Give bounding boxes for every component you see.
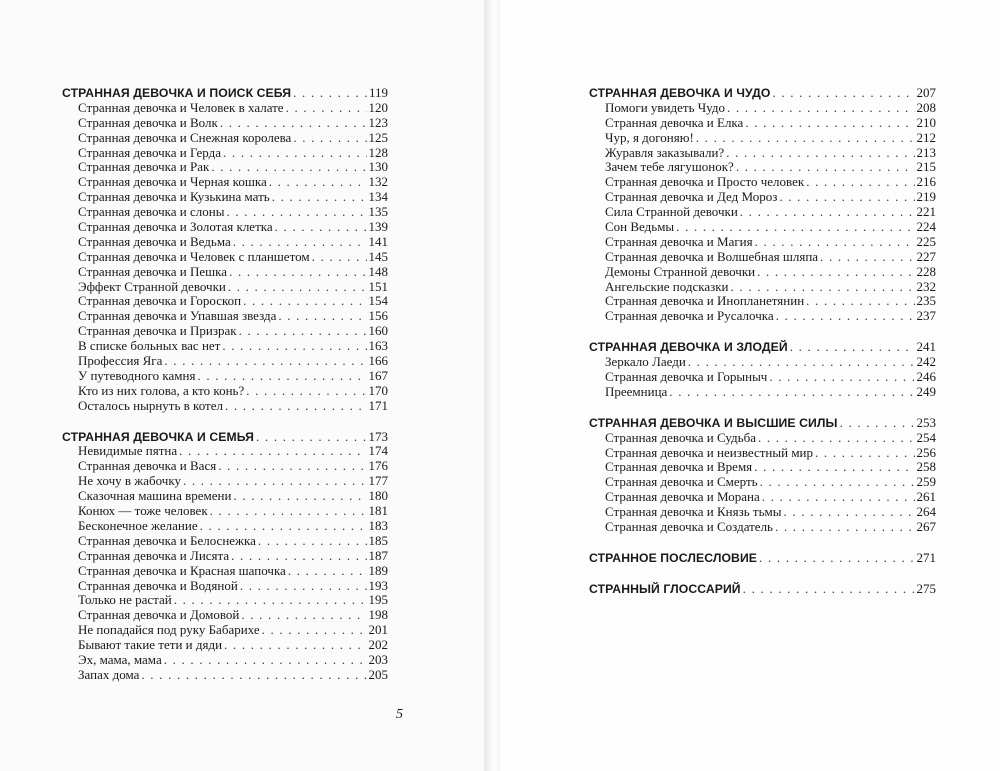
leader-dots [288,564,367,579]
entry-page-number: 189 [368,562,388,578]
entry-title: Странная девочка и Пешка [78,263,228,279]
entry-title: Странная девочка и Человек в халате [78,99,284,115]
leader-dots [211,160,366,175]
entry-page-number: 232 [916,278,936,294]
toc-entry[interactable] [62,160,388,175]
toc-entry[interactable] [62,638,388,653]
entry-title: Странная девочка и Просто человек [605,174,805,190]
entry-page-number: 125 [368,129,388,145]
leader-dots [754,460,914,475]
toc-entry[interactable] [62,339,388,354]
entry-page-number: 242 [916,354,936,370]
toc-section [589,582,936,597]
section-title: СТРАННАЯ ДЕВОЧКА И ВЫСШИЕ СИЛЫ [589,415,838,430]
entry-title: Странная девочка и Призрак [78,323,237,339]
toc-section [589,86,936,324]
leader-dots [669,385,914,400]
leader-dots [293,131,366,146]
entry-page-number: 156 [368,308,388,324]
toc-entry[interactable] [589,205,936,220]
leader-dots [769,370,914,385]
toc-entry[interactable] [62,116,388,131]
entry-page-number: 187 [368,547,388,563]
toc-entry[interactable] [589,146,936,161]
toc-entry[interactable] [62,653,388,668]
toc-entry[interactable] [62,608,388,623]
toc-entry[interactable] [589,370,936,385]
leader-dots [727,101,915,116]
entry-title: Странная девочка и Создатель [605,519,773,535]
entry-title: Странная девочка и Герда [78,144,222,160]
entry-page-number: 261 [916,489,936,505]
entry-page-number: 249 [916,383,936,399]
section-title: СТРАННАЯ ДЕВОЧКА И ПОИСК СЕБЯ [62,86,292,100]
entry-page-number: 185 [368,532,388,548]
entry-page-number: 167 [368,367,388,383]
entry-page-number: 202 [368,637,388,653]
leader-dots [233,489,366,504]
toc-entry[interactable] [62,220,388,235]
entry-page-number: 212 [916,129,936,145]
toc-entry[interactable] [589,520,936,535]
entry-title: Странная девочка и Волшебная шляпа [605,248,819,264]
entry-page-number: 219 [916,189,936,205]
entry-page-number: 205 [368,666,388,682]
leader-dots [246,384,366,399]
toc-entry[interactable] [62,384,388,399]
entry-page-number: 174 [368,443,388,459]
leader-dots [760,475,915,490]
entry-page-number: 203 [368,651,388,667]
toc-entry[interactable] [62,593,388,608]
entry-page-number: 123 [368,114,388,130]
leader-dots [293,86,367,101]
entry-title: Чур, я догоняю! [605,129,694,145]
toc-entry[interactable] [62,444,388,459]
leader-dots [233,235,367,250]
toc-entry[interactable] [62,489,388,504]
entry-page-number: 210 [916,114,936,130]
toc-entry[interactable] [589,175,936,190]
section-page-number: 241 [916,339,936,355]
leader-dots [240,579,367,594]
page-number: 5 [396,707,403,722]
entry-page-number: 151 [368,278,388,294]
entry-title: Преемница [605,383,668,399]
entry-page-number: 141 [368,233,388,249]
toc-entry[interactable] [62,265,388,280]
entry-title: Странная девочка и Магия [605,233,753,249]
leader-dots [776,309,915,324]
entry-page-number: 256 [916,444,936,460]
toc-section-heading[interactable] [589,340,936,355]
entry-title: Странная девочка и Лисята [78,547,230,563]
entry-page-number: 177 [368,473,388,489]
entry-title: Не хочу в жабочку [78,473,181,489]
entry-title: Только не растай [78,592,172,608]
toc-section-heading[interactable] [62,86,388,101]
entry-title: Ангельские подсказки [605,278,729,294]
entry-page-number: 176 [368,458,388,474]
toc-entry[interactable] [589,280,936,295]
entry-title: Странная девочка и Инопланетянин [605,293,805,309]
leader-dots [790,340,915,355]
entry-page-number: 216 [916,174,936,190]
toc-entry[interactable] [62,579,388,594]
toc-entry[interactable] [62,534,388,549]
section-title: СТРАННЫЙ ГЛОССАРИЙ [589,581,741,596]
leader-dots [222,339,366,354]
toc-entry[interactable] [62,280,388,295]
toc-entry[interactable] [62,324,388,339]
leader-dots [225,399,367,414]
toc-entry[interactable] [589,475,936,490]
entry-page-number: 201 [368,622,388,638]
toc-entry[interactable] [62,146,388,161]
entry-page-number: 259 [916,474,936,490]
entry-page-number: 198 [368,607,388,623]
toc-entry[interactable] [62,549,388,564]
entry-title: Бывают такие тети и дяди [78,637,223,653]
leader-dots [840,416,915,431]
leader-dots [164,653,367,668]
entry-page-number: 264 [916,504,936,520]
leader-dots [174,593,367,608]
leader-dots [223,146,366,161]
section-title: СТРАННАЯ ДЕВОЧКА И ЧУДО [589,86,771,100]
leader-dots [757,265,914,280]
toc-entry[interactable] [589,250,936,265]
toc-left-column [62,86,388,683]
entry-title: Странная девочка и Елка [605,114,744,130]
entry-page-number: 215 [916,159,936,175]
leader-dots [762,490,915,505]
entry-title: Не попадайся под руку Бабарихе [78,622,260,638]
toc-entry[interactable] [589,355,936,370]
entry-page-number: 130 [368,159,388,175]
entry-page-number: 170 [368,382,388,398]
entry-page-number: 120 [368,99,388,115]
leader-dots [141,668,366,683]
entry-page-number: 228 [916,263,936,279]
entry-page-number: 246 [916,369,936,385]
entry-title: Странная девочка и Вася [78,458,217,474]
leader-dots [740,205,915,220]
leader-dots [269,175,367,190]
toc-entry[interactable] [62,474,388,489]
entry-page-number: 171 [368,397,388,413]
leader-dots [256,430,366,445]
toc-section [62,86,388,414]
leader-dots [200,519,367,534]
leader-dots [226,205,366,220]
entry-page-number: 183 [368,517,388,533]
leader-dots [278,309,366,324]
entry-title: Странная девочка и Красная шапочка [78,562,286,578]
entry-title: Зеркало Лаеди [605,354,686,370]
leader-dots [726,146,914,161]
leader-dots [745,116,914,131]
entry-title: Странная девочка и неизвестный мир [605,444,814,460]
toc-entry[interactable] [62,190,388,205]
section-page-number: 275 [916,580,936,596]
entry-title: Странная девочка и Гороскоп [78,293,242,309]
toc-entry[interactable] [62,205,388,220]
leader-dots [731,280,915,295]
toc-entry[interactable] [62,235,388,250]
entry-title: Странная девочка и Морана [605,489,760,505]
leader-dots [272,190,367,205]
entry-title: Кто из них голова, а кто конь? [78,382,245,398]
toc-entry[interactable] [62,519,388,534]
entry-title: Запах дома [78,666,140,682]
toc-section [589,340,936,400]
entry-title: Странная девочка и Черная кошка [78,174,267,190]
entry-title: Странная девочка и Дед Мороз [605,189,778,205]
toc-entry[interactable] [589,265,936,280]
entry-title: Странная девочка и Золотая клетка [78,219,273,235]
entry-title: У путеводного камня [78,367,196,383]
entry-title: Странная девочка и Ведьма [78,233,231,249]
entry-page-number: 193 [368,577,388,593]
toc-entry[interactable] [62,623,388,638]
leader-dots [262,623,367,638]
entry-page-number: 221 [916,204,936,220]
toc-entry[interactable] [62,175,388,190]
leader-dots [229,265,366,280]
leader-dots [312,250,367,265]
entry-page-number: 267 [916,519,936,535]
entry-page-number: 254 [916,429,936,445]
entry-title: Сказочная машина времени [78,488,232,504]
toc-entry[interactable] [589,235,936,250]
toc-entry[interactable] [62,250,388,265]
entry-title: Странная девочка и слоны [78,204,225,220]
toc-entry[interactable] [589,490,936,505]
entry-title: Демоны Странной девочки [605,263,756,279]
entry-page-number: 135 [368,204,388,220]
toc-entry[interactable] [589,294,936,309]
toc-entry[interactable] [62,354,388,369]
entry-page-number: 132 [368,174,388,190]
toc-entry[interactable] [589,446,936,461]
entry-page-number: 139 [368,219,388,235]
toc-section-heading[interactable] [589,86,936,101]
leader-dots [218,459,366,474]
toc-entry[interactable] [62,369,388,384]
toc-entry[interactable] [62,504,388,519]
entry-page-number: 227 [916,248,936,264]
leader-dots [688,355,915,370]
leader-dots [183,474,367,489]
entry-title: Странная девочка и Волк [78,114,218,130]
toc-entry[interactable] [589,160,936,175]
leader-dots [239,324,367,339]
section-title: СТРАННОЕ ПОСЛЕСЛОВИЕ [589,550,758,565]
leader-dots [231,549,366,564]
entry-page-number: 145 [368,248,388,264]
entry-page-number: 224 [916,219,936,235]
toc-section-heading[interactable] [589,416,936,431]
leader-dots [806,294,914,309]
toc-entry[interactable] [62,131,388,146]
leader-dots [696,131,915,146]
entry-title: Конюх — тоже человек [78,503,208,519]
leader-dots [806,175,914,190]
entry-page-number: 134 [368,189,388,205]
toc-entry[interactable] [589,220,936,235]
entry-title: Зачем тебе лягушонок? [605,159,734,175]
entry-title: Журавля заказывали? [605,144,725,160]
entry-title: Странная девочка и Рак [78,159,210,175]
entry-page-number: 166 [368,353,388,369]
entry-title: Странная девочка и Время [605,459,753,475]
entry-title: Эх, мама, мама [78,651,162,667]
leader-dots [241,608,366,623]
toc-entry[interactable] [62,309,388,324]
leader-dots [775,520,915,535]
entry-title: Странная девочка и Упавшая звезда [78,308,277,324]
entry-title: В списке больных вас нет [78,338,221,354]
entry-title: Странная девочка и Домовой [78,607,240,623]
entry-title: Эффект Странной девочки [78,278,226,294]
leader-dots [286,101,367,116]
leader-dots [179,444,366,459]
leader-dots [784,505,915,520]
entry-title: Странная девочка и Кузькина мать [78,189,270,205]
leader-dots [743,582,915,597]
toc-entry[interactable] [589,505,936,520]
toc-entry[interactable] [589,385,936,400]
leader-dots [772,86,914,101]
section-page-number: 253 [916,414,936,430]
entry-title: Странная девочка и Князь тьмы [605,504,782,520]
entry-page-number: 225 [916,233,936,249]
section-page-number: 173 [368,428,388,444]
toc-entry[interactable] [589,131,936,146]
entry-page-number: 163 [368,338,388,354]
entry-title: Сила Странной девочки [605,204,738,220]
entry-page-number: 128 [368,144,388,160]
toc-entry[interactable] [589,460,936,475]
toc-section-heading[interactable] [589,551,936,566]
entry-page-number: 237 [916,308,936,324]
toc-section-heading[interactable] [589,582,936,597]
entry-page-number: 208 [916,99,936,115]
section-title: СТРАННАЯ ДЕВОЧКА И СЕМЬЯ [62,429,255,444]
entry-page-number: 160 [368,323,388,339]
leader-dots [197,369,366,384]
toc-entry[interactable] [62,668,388,683]
leader-dots [815,446,914,461]
toc-entry[interactable] [62,399,388,414]
entry-title: Странная девочка и Судьба [605,429,756,445]
leader-dots [164,354,366,369]
entry-page-number: 180 [368,488,388,504]
entry-title: Странная девочка и Смерть [605,474,758,490]
toc-right-column [589,86,936,597]
entry-title: Невидимые пятна [78,443,178,459]
toc-entry[interactable] [589,101,936,116]
entry-page-number: 148 [368,263,388,279]
entry-title: Странная девочка и Горыныч [605,369,768,385]
entry-title: Странная девочка и Белоснежка [78,532,256,548]
leader-dots [220,116,367,131]
entry-title: Странная девочка и Снежная королева [78,129,292,145]
leader-dots [258,534,367,549]
leader-dots [275,220,367,235]
toc-entry[interactable] [62,294,388,309]
leader-dots [779,190,914,205]
entry-page-number: 258 [916,459,936,475]
section-page-number: 207 [916,85,936,100]
entry-title: Профессия Яга [78,353,163,369]
leader-dots [243,294,366,309]
leader-dots [820,250,914,265]
toc-entry[interactable] [62,101,388,116]
entry-title: Странная девочка и Человек с планшетом [78,248,310,264]
entry-title: Странная девочка и Русалочка [605,308,774,324]
leader-dots [228,280,367,295]
toc-entry[interactable] [589,116,936,131]
entry-title: Осталось нырнуть в котел [78,397,223,413]
toc-section [589,551,936,566]
toc-entry[interactable] [62,459,388,474]
leader-dots [758,431,915,446]
entry-page-number: 235 [916,293,936,309]
section-page-number: 271 [916,549,936,565]
entry-page-number: 213 [916,144,936,160]
toc-section-heading[interactable] [62,430,388,445]
toc-section [62,430,388,683]
leader-dots [755,235,915,250]
toc-entry[interactable] [589,431,936,446]
leader-dots [224,638,366,653]
toc-entry[interactable] [589,190,936,205]
leader-dots [210,504,367,519]
toc-entry[interactable] [62,564,388,579]
entry-page-number: 154 [368,293,388,309]
entry-page-number: 195 [368,592,388,608]
section-page-number: 119 [368,85,388,100]
section-title: СТРАННАЯ ДЕВОЧКА И ЗЛОДЕЙ [589,340,788,355]
leader-dots [759,551,914,566]
entry-title: Бесконечное желание [78,517,198,533]
toc-section [589,416,936,535]
entry-title: Сон Ведьмы [605,219,675,235]
entry-page-number: 181 [368,503,388,519]
entry-title: Помоги увидеть Чудо [605,99,725,115]
leader-dots [676,220,914,235]
leader-dots [736,160,915,175]
entry-title: Странная девочка и Водяной [78,577,238,593]
book-gutter [484,0,500,771]
toc-entry[interactable] [589,309,936,324]
